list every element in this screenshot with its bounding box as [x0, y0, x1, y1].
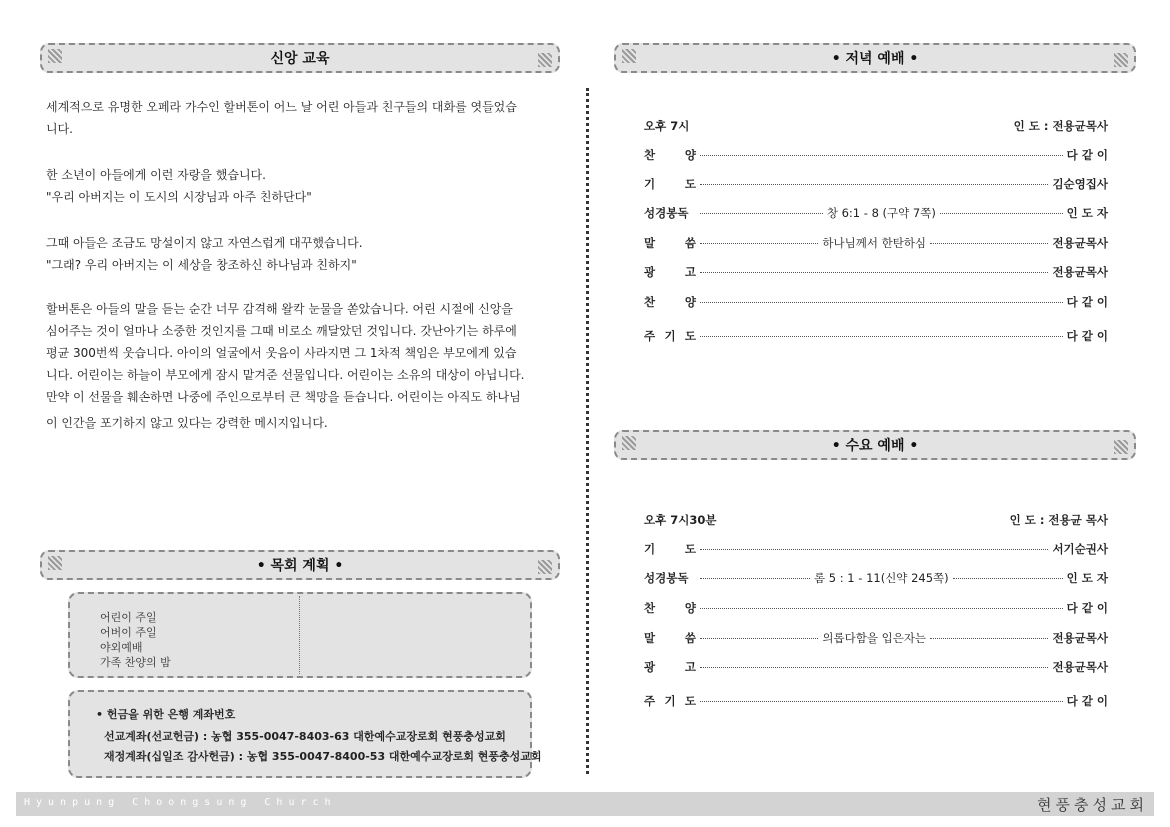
order-label: [644, 328, 696, 344]
evening-service-header: [614, 43, 1136, 73]
order-label-part: 성경봉독: [644, 206, 689, 220]
dotted-leader: [940, 212, 1063, 214]
dotted-leader: [700, 271, 1048, 273]
order-person: 다 같 이: [1066, 148, 1108, 162]
pattern-corner-icon: [48, 556, 62, 570]
evening-leader: 인 도 : 전용균목사: [1013, 119, 1108, 133]
evening-service-title: • 저녁 예배 •: [831, 51, 919, 67]
order-person: 전용균목사: [1052, 660, 1108, 674]
order-label: [644, 630, 696, 646]
order-label-part: 도: [684, 177, 696, 191]
story-line: 니다.: [46, 122, 73, 136]
order-detail: 창 6:1 - 8 (구약 7쪽): [826, 206, 936, 220]
column-divider: [586, 88, 589, 774]
story-line: "우리 아버지는 이 도시의 시장님과 아주 친하단다": [46, 190, 312, 204]
order-person: 인 도 자: [1066, 206, 1109, 220]
dotted-leader: [700, 700, 1063, 702]
order-label-part: 말: [644, 236, 656, 250]
order-detail: 롬 5 : 1 - 11(신약 245쪽): [814, 571, 949, 585]
order-person: 전용균목사: [1052, 236, 1108, 250]
pastoral-plan-box: [68, 592, 532, 678]
order-detail: 하나님께서 한탄하심: [822, 236, 927, 250]
order-person: 다 같 이: [1066, 694, 1108, 708]
order-person: 전용균목사: [1052, 631, 1108, 645]
story-line: 니다. 어린이는 하늘이 부모에게 잠시 맡겨준 선물입니다. 어린이는 소유의 대상이 아닙니다.: [46, 368, 525, 382]
story-line: 평균 300번씩 웃습니다. 아이의 얼굴에서 웃음이 사라지면 그 1차적 책임은 부모에게 있습: [46, 346, 517, 360]
order-label: [644, 264, 696, 280]
order-label: [644, 176, 696, 192]
pattern-corner-icon: [1114, 440, 1128, 454]
order-label-part: 주: [644, 329, 656, 343]
wednesday-time: 오후 7시30분: [644, 513, 717, 527]
order-detail: 의롭다함을 입은자는: [822, 631, 927, 645]
dotted-leader: [700, 301, 1063, 303]
order-label: [644, 541, 696, 557]
dotted-leader: [700, 335, 1063, 337]
order-label: [644, 235, 696, 251]
story-line: 세계적으로 유명한 오페라 가수인 할버톤이 어느 날 어린 아들과 친구들의 대화를 엿들었습: [46, 100, 517, 114]
evening-time: 오후 7시: [644, 119, 690, 133]
story-line: "그래? 우리 아버지는 이 세상을 창조하신 하나님과 친하지": [46, 258, 357, 272]
dotted-leader: [700, 637, 818, 639]
order-label-part: 양: [684, 295, 696, 309]
order-person: 다 같 이: [1066, 601, 1108, 615]
wednesday-time-row: [644, 510, 1108, 530]
order-label-part: 씀: [684, 631, 696, 645]
wednesday-order-row: [644, 539, 1108, 559]
story-paragraph-3: [46, 232, 532, 276]
pattern-corner-icon: [622, 436, 636, 450]
order-label-part: 찬: [644, 601, 656, 615]
order-label: [644, 693, 696, 709]
story-line: 한 소년이 아들에게 이런 자랑을 했습니다.: [46, 168, 266, 182]
order-person: 다 같 이: [1066, 295, 1108, 309]
story-line: 심어주는 것이 얼마나 소중한 것인지를 그때 비로소 깨달았던 것입니다. 갓난아기는 하루에: [46, 324, 517, 338]
wednesday-order-row: [644, 568, 1108, 588]
wednesday-order-row: [644, 598, 1108, 618]
order-label-part: 양: [684, 601, 696, 615]
evening-order-row: [644, 326, 1108, 346]
story-line: 그때 아들은 조금도 망설이지 않고 자연스럽게 대꾸했습니다.: [46, 236, 363, 250]
order-label-part: 말: [644, 631, 656, 645]
pattern-corner-icon: [622, 49, 636, 63]
footer-bar: [16, 792, 1154, 816]
wednesday-order-row: [644, 657, 1108, 677]
evening-order-row: [644, 145, 1108, 165]
evening-order-row: [644, 203, 1108, 223]
pattern-corner-icon: [538, 53, 552, 67]
footer-korean-name: 현풍충성교회: [1037, 796, 1148, 814]
order-label-part: 양: [684, 148, 696, 162]
order-person: 김순영집사: [1052, 177, 1108, 191]
bank-title: • 헌금을 위한 은행 계좌번호: [96, 708, 236, 721]
pattern-corner-icon: [48, 49, 62, 63]
order-label-part: 기: [664, 329, 676, 343]
footer-english-name: Hyunpung Choongsung Church: [24, 797, 337, 808]
order-person: 서기순권사: [1052, 542, 1108, 556]
plan-item: 어버이 주일: [100, 626, 157, 639]
evening-order-row: [644, 174, 1108, 194]
story-line: 이 인간을 포기하지 않고 있다는 강력한 메시지입니다.: [46, 416, 328, 430]
story-paragraph-2: [46, 164, 532, 208]
plan-list: [100, 610, 171, 670]
order-label-part: 씀: [684, 236, 696, 250]
order-label: [644, 659, 696, 675]
order-label-part: 기: [644, 177, 656, 191]
dotted-leader: [700, 607, 1063, 609]
order-label-part: 도: [684, 329, 696, 343]
pattern-corner-icon: [538, 560, 552, 574]
story-line: 할버톤은 아들의 말을 듣는 순간 너무 감격해 왈칵 눈물을 쏟았습니다. 어린 시절에 신앙을: [46, 302, 513, 316]
wednesday-service-title: • 수요 예배 •: [831, 438, 919, 454]
story-paragraph-1: [46, 96, 532, 140]
order-label-part: 도: [684, 694, 696, 708]
story-paragraph-4: [46, 298, 532, 434]
order-person: 다 같 이: [1066, 329, 1108, 343]
order-label-part: 고: [684, 660, 696, 674]
wednesday-order-row: [644, 691, 1108, 711]
dotted-leader: [700, 183, 1048, 185]
order-label-part: 기: [664, 694, 676, 708]
story-line: 만약 이 선물을 훼손하면 나중에 주인으로부터 큰 책망을 듣습니다. 어린이는 아직도 하나님: [46, 390, 521, 404]
plan-box-divider: [299, 596, 300, 674]
dotted-leader: [700, 548, 1048, 550]
plan-item: 가족 찬양의 밤: [100, 656, 171, 669]
plan-item: 야외예배: [100, 641, 143, 654]
dotted-leader: [700, 212, 823, 214]
order-person: 전용균목사: [1052, 265, 1108, 279]
wednesday-service-header: [614, 430, 1136, 460]
plan-item: 어린이 주일: [100, 611, 157, 624]
pastoral-plan-title: • 목회 계획 •: [256, 558, 344, 574]
dotted-leader: [700, 242, 818, 244]
faith-education-title: 신앙 교육: [270, 51, 330, 67]
order-label: [644, 205, 696, 221]
order-person: 인 도 자: [1066, 571, 1108, 585]
order-label-part: 기: [644, 542, 656, 556]
order-label-part: 광: [644, 265, 656, 279]
order-label: [644, 570, 696, 586]
pastoral-plan-header: [40, 550, 560, 580]
dotted-leader: [700, 577, 810, 579]
bank-account-box: [68, 690, 542, 778]
evening-order-row: [644, 292, 1108, 312]
order-label-part: 주: [644, 694, 656, 708]
order-label-part: 광: [644, 660, 656, 674]
wednesday-order-row: [644, 628, 1108, 648]
dotted-leader: [700, 154, 1063, 156]
bank-line-finance: 재정계좌(십일조 감사헌금) : 농협 355-0047-8400-53 대한예수교장로회 현풍충성교회: [104, 750, 542, 763]
faith-education-header: [40, 43, 560, 73]
bank-line-mission: 선교계좌(선교헌금) : 농협 355-0047-8403-63 대한예수교장로회 현풍충성교회: [104, 730, 506, 743]
order-label: [644, 294, 696, 310]
wednesday-leader: 인 도 : 전용균 목사: [1009, 513, 1108, 527]
dotted-leader: [953, 577, 1063, 579]
dotted-leader: [930, 637, 1048, 639]
order-label-part: 도: [684, 542, 696, 556]
pattern-corner-icon: [1114, 53, 1128, 67]
order-label: [644, 147, 696, 163]
order-label-part: 찬: [644, 295, 656, 309]
order-label: [644, 600, 696, 616]
dotted-leader: [930, 242, 1048, 244]
evening-order-row: [644, 262, 1108, 282]
evening-order-row: [644, 233, 1108, 253]
dotted-leader: [700, 666, 1048, 668]
evening-time-row: [644, 116, 1108, 136]
order-label-part: 성경봉독: [644, 571, 689, 585]
order-label-part: 찬: [644, 148, 656, 162]
order-label-part: 고: [684, 265, 696, 279]
